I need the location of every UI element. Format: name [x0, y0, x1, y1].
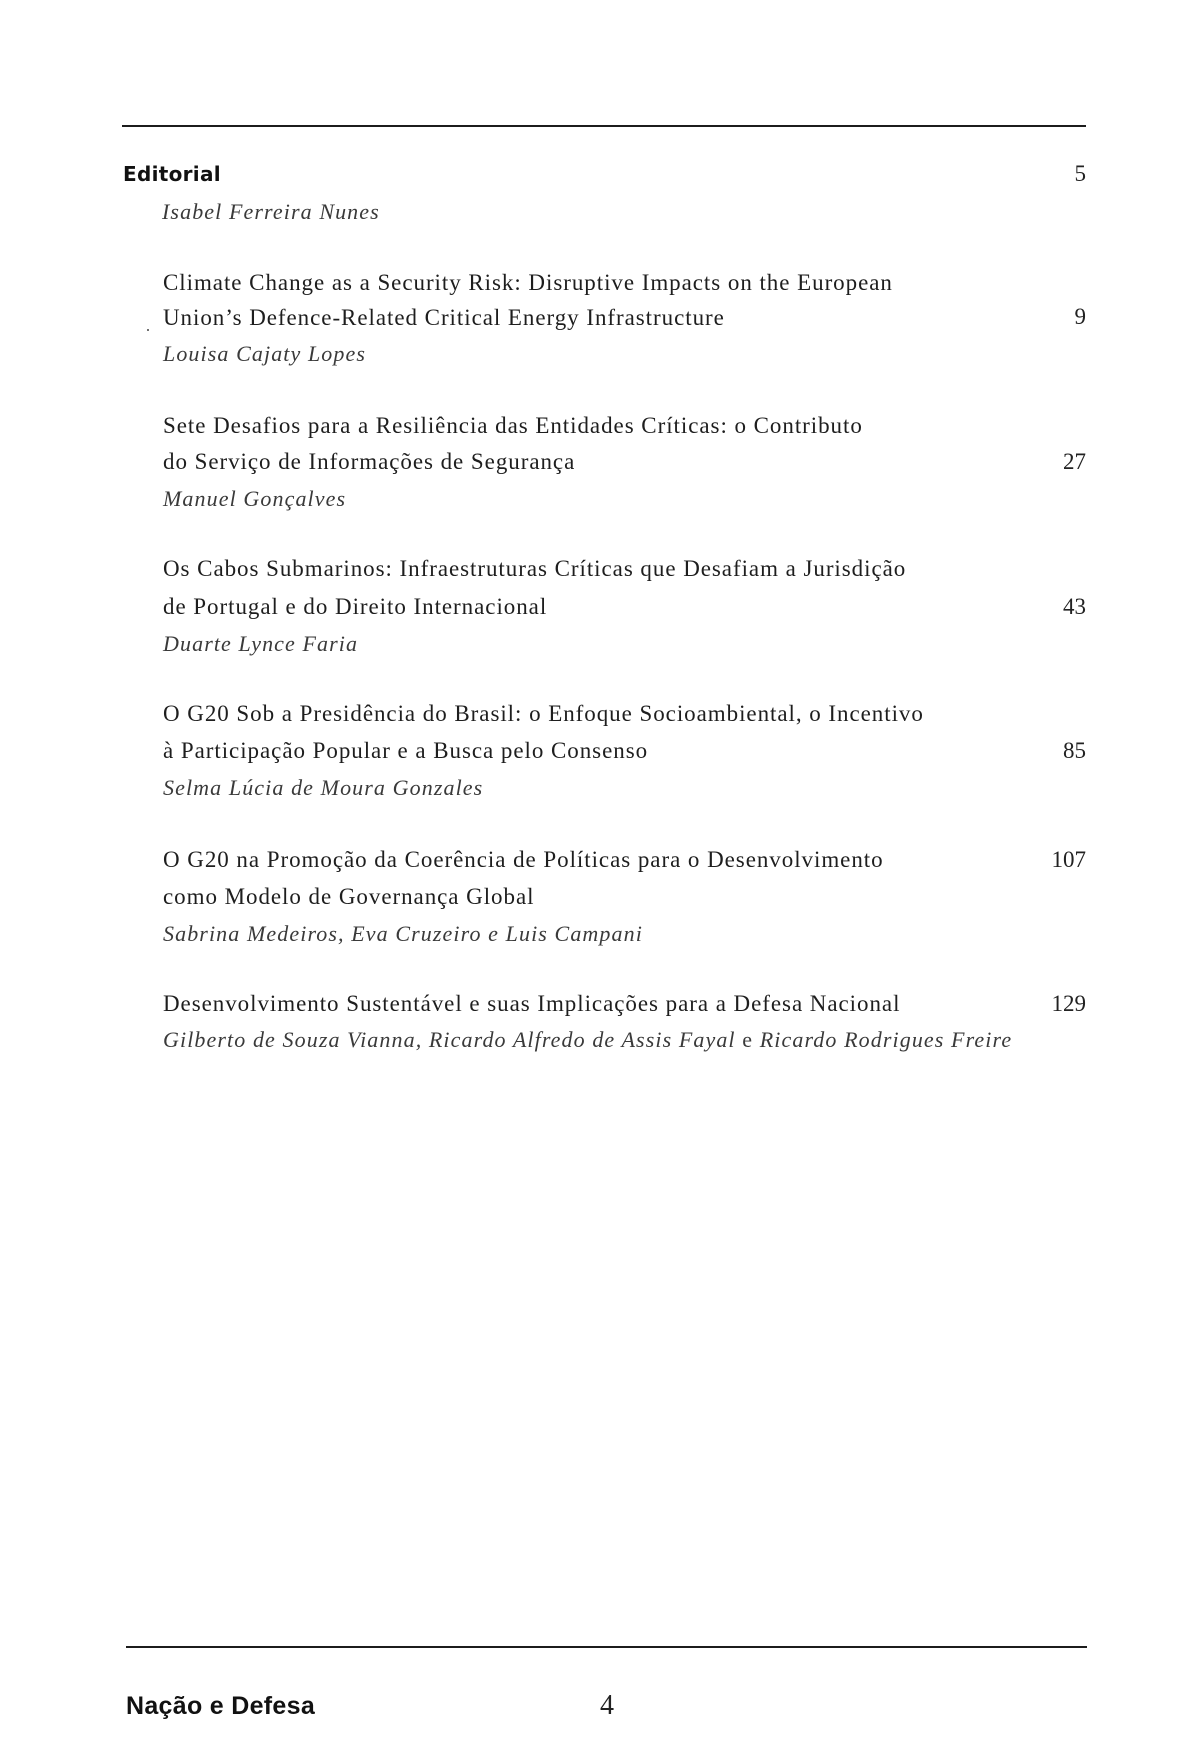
entry-author: Louisa Cajaty Lopes [163, 341, 367, 366]
scan-speck [147, 329, 149, 331]
author-names: Gilberto de Souza Vianna, Ricardo Alfredo de Assis Fayal [163, 1027, 736, 1052]
top-rule [122, 125, 1086, 127]
entry-title-line: O G20 Sob a Presidência do Brasil: o Enfoque Socioambiental, o Incentivo [163, 701, 924, 726]
page-number: 9 [1074, 304, 1086, 329]
entry-title-line: de Portugal e do Direito Internacional [163, 594, 548, 619]
entry-author: Sabrina Medeiros, Eva Cruzeiro e Luis Campani [163, 921, 643, 946]
entry-author: Duarte Lynce Faria [163, 631, 359, 656]
entry-title-line: Climate Change as a Security Risk: Disruptive Impacts on the European [163, 270, 893, 295]
author-names: Ricardo Rodrigues Freire [759, 1027, 1013, 1052]
entry-author: Isabel Ferreira Nunes [162, 199, 380, 224]
author-conjunction: e [742, 1027, 754, 1052]
entry-author: Selma Lúcia de Moura Gonzales [163, 775, 484, 800]
page-number: 107 [1051, 847, 1086, 872]
journal-title: Nação e Defesa [126, 1692, 316, 1720]
entry-title-line: Os Cabos Submarinos: Infraestruturas Críticas que Desafiam a Jurisdição [163, 556, 907, 581]
page-number: 27 [1063, 449, 1086, 474]
entry-title-line: à Participação Popular e a Busca pelo Consenso [163, 738, 649, 763]
entry-title-line: O G20 na Promoção da Coerência de Políticas para o Desenvolvimento [163, 847, 884, 872]
editorial-heading: Editorial [123, 162, 221, 186]
entry-title-line: do Serviço de Informações de Segurança [163, 449, 576, 474]
footer-rule [126, 1646, 1087, 1648]
page-number: 129 [1051, 991, 1086, 1016]
entry-author [163, 1028, 1012, 1052]
footer-page-number: 4 [600, 1690, 614, 1721]
entry-title-line: Union’s Defence-Related Critical Energy Infrastructure [163, 305, 725, 330]
entry-author: Manuel Gonçalves [163, 486, 347, 511]
entry-title-line: Sete Desafios para a Resiliência das Entidades Críticas: o Contributo [163, 413, 863, 438]
entry-title-line: como Modelo de Governança Global [163, 884, 535, 909]
page-number: 85 [1063, 738, 1086, 763]
page-number: 5 [1074, 161, 1086, 186]
page-number: 43 [1063, 594, 1086, 619]
entry-title-line: Desenvolvimento Sustentável e suas Implicações para a Defesa Nacional [163, 991, 901, 1016]
